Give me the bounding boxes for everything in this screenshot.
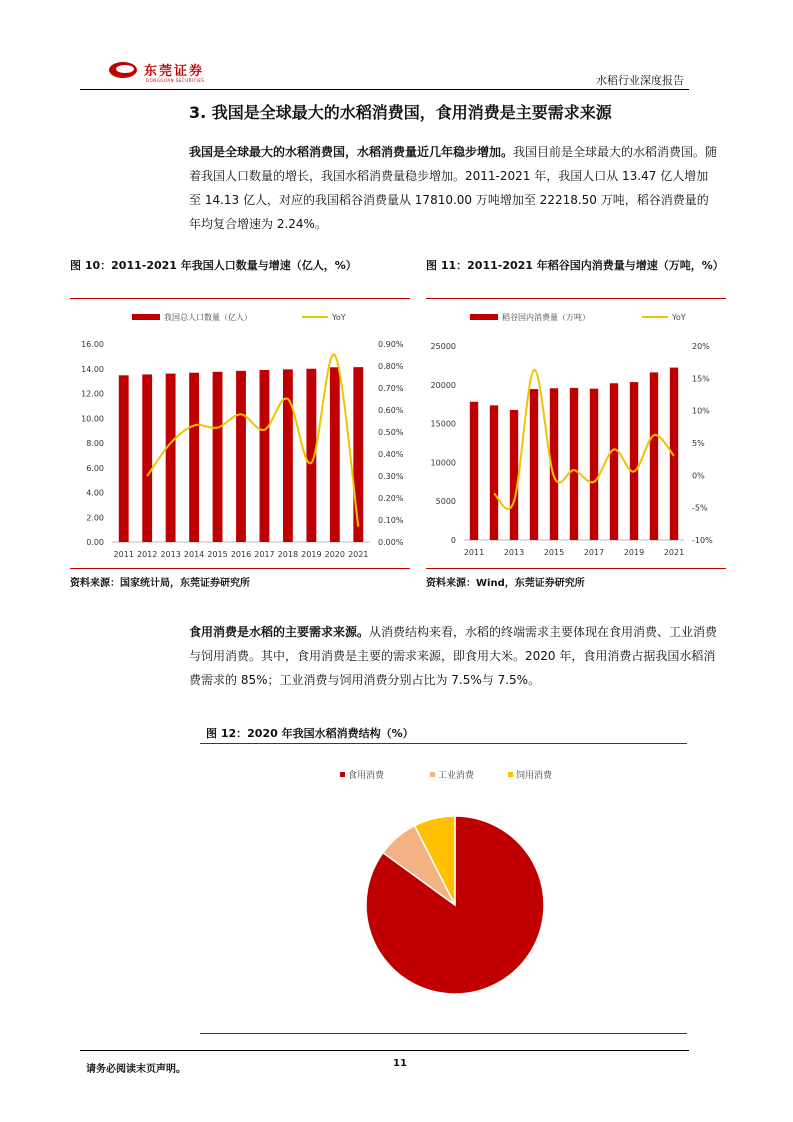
- bar: [470, 402, 478, 540]
- legend-line-label: YoY: [672, 313, 686, 322]
- y-left-tick: 5000: [435, 497, 456, 507]
- y-left-tick: 20000: [430, 380, 456, 390]
- paragraph-1: [189, 140, 719, 236]
- y-left-tick: 16.00: [81, 340, 104, 349]
- y-right-tick: 0.70%: [378, 384, 404, 393]
- fig12-bottom-rule: [200, 1033, 687, 1034]
- bar: [510, 410, 518, 540]
- paragraph-1-lead: 我国是全球最大的水稻消费国，水稻消费量近几年稳步增加。: [189, 145, 514, 159]
- x-tick: 2012: [137, 550, 158, 559]
- brand-name-en: DONGGUAN SECURITIES: [146, 78, 205, 83]
- paragraph-1-body: 我国目前是全球最大的水稻消费国。随着我国人口数量的增长，我国水稻消费量稳步增加。2011-2021 年，我国人口从 13.47 亿人增加至 14.13 亿人，对应的我国稻谷消费量从 17810.00 万吨增加至 22218.50 万吨，稻谷消费量的年均复合增速为 2.24%。: [189, 145, 718, 231]
- bar: [260, 370, 270, 542]
- fig11-bottom-rule: [426, 568, 726, 569]
- bar: [166, 374, 176, 542]
- report-title: 水稻行业深度报告: [596, 74, 684, 87]
- y-left-tick: 0: [450, 536, 456, 545]
- y-left-tick: 14.00: [81, 364, 104, 374]
- fig11-source: 资料来源：Wind，东莞证券研究所: [426, 578, 585, 589]
- bar: [650, 372, 658, 540]
- yoy-line: [494, 370, 674, 509]
- legend-label: 工业消费: [438, 771, 475, 781]
- x-tick: 2013: [160, 550, 181, 559]
- bar: [570, 388, 578, 540]
- bar: [590, 389, 598, 540]
- legend-swatch: [508, 772, 513, 777]
- header: [80, 56, 688, 90]
- paragraph-2-body: 从消费结构来看，水稻的终端需求主要体现在食用消费、工业消费与饲用消费。其中，食用消费是主要的需求来源，即食用大米。2020 年，食用消费占据我国水稻消费需求的 85%；工业消费与饲用消费分别占比为 7.5%与 7.5%。: [189, 625, 718, 687]
- bar: [610, 383, 618, 540]
- legend-bar-swatch: [470, 314, 498, 320]
- bar: [119, 375, 129, 542]
- y-left-tick: 4.00: [86, 488, 104, 498]
- y-left-tick: 25000: [430, 342, 456, 351]
- x-tick: 2017: [254, 550, 275, 559]
- section-title: 3. 我国是全球最大的水稻消费国，食用消费是主要需求来源: [189, 103, 612, 122]
- bar: [353, 367, 363, 542]
- y-left-tick: 6.00: [86, 463, 104, 473]
- y-right-tick: 0.90%: [378, 340, 404, 349]
- x-tick: 2020: [324, 550, 345, 559]
- y-right-tick: 0.60%: [378, 406, 404, 415]
- x-tick: 2019: [623, 548, 645, 557]
- x-tick: 2014: [183, 550, 205, 559]
- legend-bar-swatch: [132, 314, 160, 320]
- y-right-tick: 0.20%: [378, 494, 404, 503]
- legend-bar-label: 稻谷国内消费量（万吨）: [502, 313, 590, 322]
- x-tick: 2015: [543, 548, 565, 557]
- legend-swatch: [430, 772, 435, 777]
- yoy-line: [147, 354, 358, 526]
- fig10-bottom-rule: [70, 568, 410, 569]
- legend-line-label: YoY: [332, 313, 346, 322]
- y-left-tick: 8.00: [86, 439, 104, 448]
- y-right-tick: 0.10%: [378, 516, 404, 525]
- y-right-tick: 0.40%: [378, 450, 404, 459]
- population-chart: [70, 300, 410, 568]
- legend-label: 饲用消费: [516, 771, 553, 781]
- y-left-tick: 2.00: [86, 513, 104, 523]
- fig11-rule: [426, 298, 726, 299]
- x-tick: 2013: [503, 548, 525, 557]
- bar: [142, 374, 152, 542]
- bar: [213, 372, 223, 542]
- fig10-source: 资料来源：国家统计局，东莞证券研究所: [70, 578, 250, 589]
- x-tick: 2021: [348, 550, 369, 559]
- footer-disclaimer: 请务必阅读末页声明。: [86, 1064, 186, 1075]
- fig10-rule: [70, 298, 410, 299]
- y-left-tick: 10.00: [81, 414, 104, 424]
- legend-label: 食用消费: [348, 771, 385, 781]
- y-left-tick: 10000: [430, 458, 456, 468]
- y-left-tick: 12.00: [81, 389, 104, 399]
- bar: [236, 371, 246, 542]
- rice-consumption-chart: [426, 300, 726, 568]
- y-right-tick: -5%: [692, 503, 708, 513]
- paragraph-2-lead: 食用消费是水稻的主要需求来源。: [189, 625, 370, 639]
- y-right-tick: 0.50%: [378, 428, 404, 437]
- y-right-tick: 0.80%: [378, 362, 404, 371]
- y-right-tick: 20%: [692, 342, 710, 351]
- paragraph-2: [189, 620, 719, 692]
- bar: [530, 389, 538, 540]
- footer-rule: [80, 1050, 689, 1051]
- brand-logo-icon: [108, 60, 138, 80]
- x-tick: 2016: [230, 550, 252, 559]
- legend-swatch: [340, 772, 345, 777]
- header-rule: [80, 89, 689, 90]
- y-right-tick: -10%: [692, 536, 713, 545]
- x-tick: 2011: [113, 550, 134, 559]
- fig11-title: 图 11：2011-2021 年稻谷国内消费量与增速（万吨，%）: [426, 259, 724, 272]
- bar: [630, 382, 638, 540]
- x-tick: 2017: [583, 548, 605, 557]
- bar: [189, 373, 199, 542]
- bar: [670, 368, 678, 540]
- brand-name: 东莞证券: [144, 64, 205, 79]
- x-tick: 2019: [301, 550, 322, 559]
- y-right-tick: 10%: [692, 406, 710, 416]
- y-right-tick: 0.00%: [378, 538, 404, 547]
- y-left-tick: 15000: [430, 419, 456, 429]
- x-tick: 2021: [663, 548, 685, 557]
- fig10-title: 图 10：2011-2021 年我国人口数量与增速（亿人，%）: [70, 259, 357, 272]
- x-tick: 2018: [277, 550, 299, 559]
- bar: [490, 405, 498, 540]
- legend-bar-label: 我国总人口数量（亿人）: [164, 313, 252, 322]
- y-right-tick: 0%: [692, 471, 705, 481]
- y-right-tick: 0.30%: [378, 472, 404, 481]
- consumption-structure-chart: [200, 745, 687, 1032]
- x-tick: 2015: [207, 550, 228, 559]
- bar: [330, 367, 340, 542]
- y-right-tick: 5%: [692, 439, 705, 448]
- fig12-rule: [200, 743, 687, 744]
- x-tick: 2011: [463, 548, 485, 557]
- y-left-tick: 0.00: [86, 538, 104, 547]
- y-right-tick: 15%: [692, 374, 710, 384]
- page-number: 11: [393, 1058, 407, 1069]
- fig12-title: 图 12：2020 年我国水稻消费结构（%）: [206, 727, 414, 740]
- bar: [283, 369, 293, 542]
